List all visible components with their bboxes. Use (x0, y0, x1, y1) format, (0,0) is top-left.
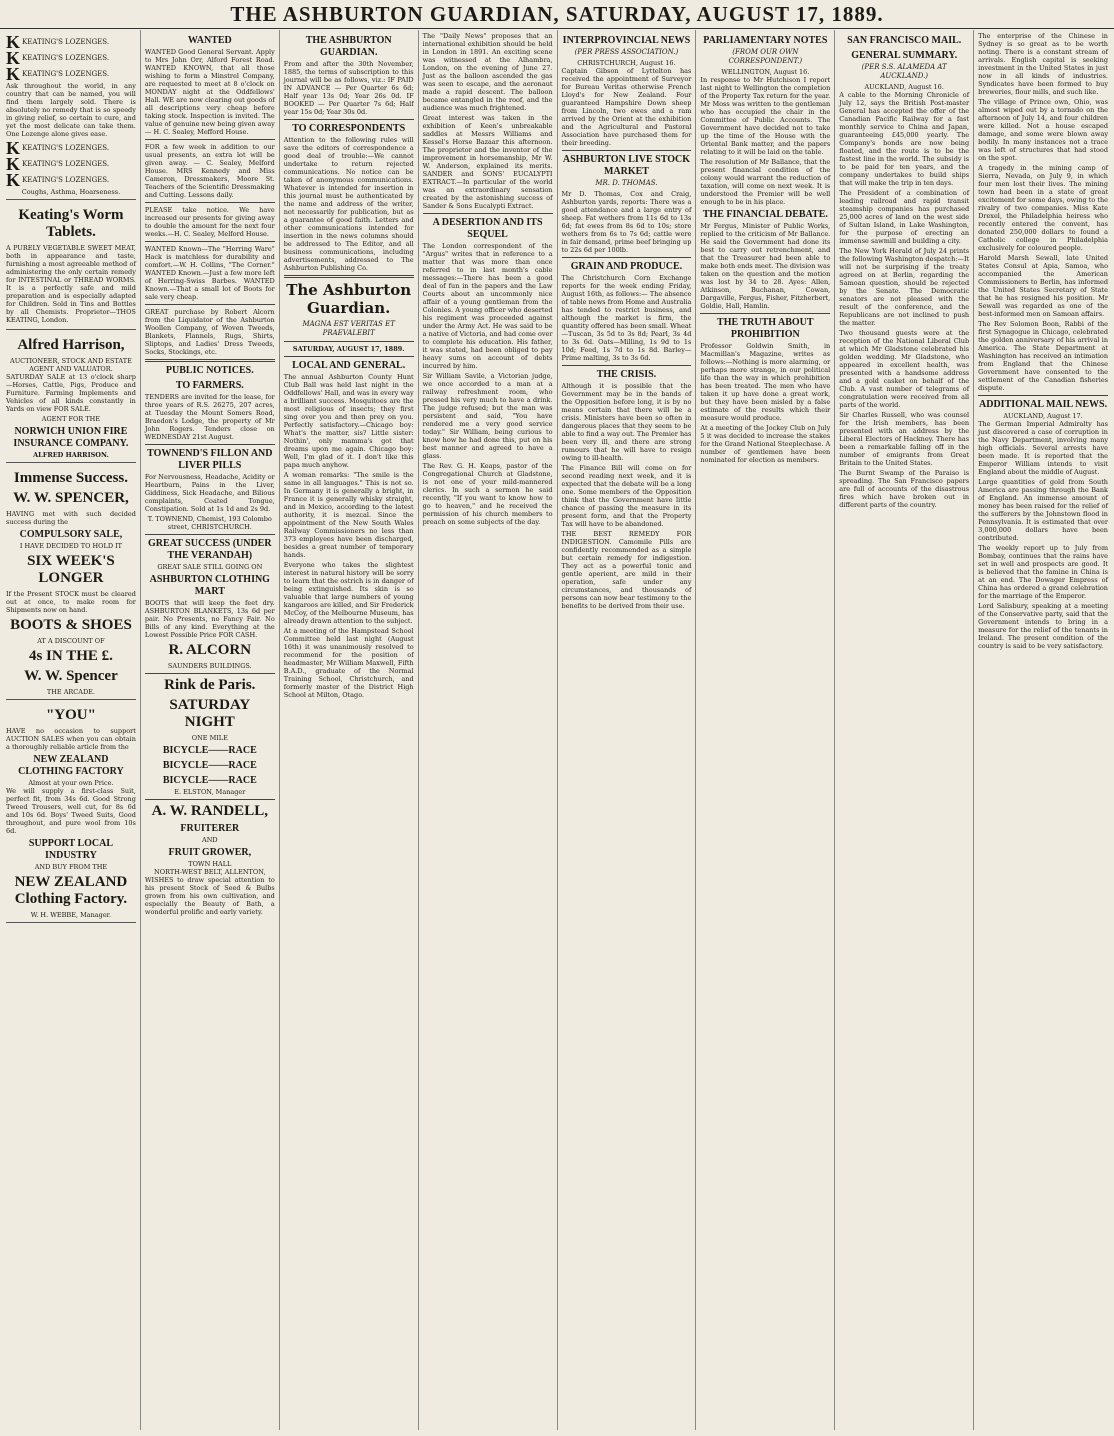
wanted-text-2: FOR a few week in addition to our usual presents, an extra lot will be given away. — C. Sealey, Melford House. MRS Kennedy and Miss Cameron, Dressmakers, Moore St. Teachers of the Scientific Dressmaking and Cutting. Lessons daily. (144, 143, 275, 199)
divider (284, 356, 414, 357)
motto: MAGNA EST VERITAS ET PRAEVALEBIT (302, 320, 395, 337)
divider (145, 673, 275, 674)
truth-text-2: At a meeting of the Jockey Club on July 5 it was decided to increase the stakes for the Grand National Steeplechase. A number of gentlemen have been nominated for election as members. (700, 424, 831, 464)
wanted-heading: WANTED (187, 35, 232, 46)
saunders-buildings: SAUNDERS BUILDINGS. (167, 662, 252, 670)
additional-text-2: Large quantities of gold from South America are passing through the Bank of England. An immense amount of money has been raised for the relief of the sufferers by the Johnstown flood in Pennsylvania. It is estimated that over 3,000,000 dollars have been contributed. (978, 478, 1108, 542)
general-summary-sub: (PER S.S. ALAMEDA AT AUCKLAND.) (861, 63, 947, 80)
one-mile: ONE MILE (191, 734, 228, 742)
townend-text: For Nervousness, Headache, Acidity or Heartburn, Pains in the Liver, Giddiness, Sick Headache, and Bilious complaints, Coated Tongue, Constipation. Sold at 1s 1d and 2s 9d. (144, 473, 275, 513)
divider (145, 241, 275, 242)
divider (284, 119, 414, 120)
financial-text: Mr Fergus, Minister of Public Works, replied to the criticism of Mr Ballance. He said the Government had done its best to carry out retrenchment, and that the Treasurer had been able to make both ends meet. The division was taken on the question and the motion was lost by 34 to 28. Ayes: Allen, Atkinson, Buchanan, Cowan, Dargaville, Fergus, Fisher, Fitzherbert, Goldie, Hall, Hamlin. (700, 222, 831, 310)
randell-text: WISHES to draw special attention to his present Stock of Seed & Bulbs grown from his own cultivation, and especially the Beauty of Bath, a wonderful prolific and early variety. (144, 876, 275, 916)
harrison-sub: AUCTIONEER, STOCK AND ESTATE AGENT AND VALUATOR. (10, 357, 132, 373)
harrison-ad (6, 332, 136, 463)
norwich-title: NORWICH UNION FIRE INSURANCE COMPANY. (13, 426, 129, 449)
keatings-line: K KEATING'S LOZENGES. (6, 48, 110, 68)
divider (284, 341, 414, 342)
randell-name: A. W. RANDELL, (151, 803, 268, 819)
boots-heading: BOOTS & SHOES (10, 617, 132, 633)
parliamentary-place: WELLINGTON, August 16. (721, 68, 810, 76)
mart-text: BOOTS that will keep the feet dry. ASHBURTON BLANKETS, 13s 6d per pair. No Presents, no Fancy Fair. No Bills of any kind. Everything at the Lowest Possible Price FOR CASH. (144, 599, 275, 639)
keatings-line: K KEATING'S LOZENGES. (6, 138, 110, 158)
top-text-4: Harold Marsh Sewall, late United States Consul at Apia, Samoa, who accompanied the American Commissioners to Berlin, has informed the United States Secretary of State that he has resigned his position. Mr Sewall was regarded as one of the best-informed men on Samoan affairs. (978, 254, 1108, 318)
four-shillings: 4s IN THE £. (28, 648, 113, 664)
spencer-name: W. W. SPENCER, (13, 490, 129, 506)
townend-heading: TOWNEND'S FILLON AND LIVER PILLS (147, 448, 273, 471)
and-buy-line: AND BUY FROM THE (34, 863, 108, 871)
divider (145, 534, 275, 535)
local-general-heading: LOCAL AND GENERAL. (292, 360, 406, 371)
immense-heading: Immense Success. (13, 470, 129, 486)
top-text-1: The enterprise of the Chinese in Sydney is so great as to be worth noting. There is a constant stream of arrivals. English capital is seeking investment in the United States in just now in all kinds of industries. Syndicates have been formed to buy breweries, flour mills, and such like. (978, 32, 1108, 96)
desertion-text-2: Sir William Savile, a Victorian judge, we once accorded to a man at a railway refreshment room, who pressed his very much to have a drink. The judge refused; but the man was persistent and said, "You have rendered me a very good service today." Sir William, being curious to know how he had done this, put on his best manner and agreed to have a glass. (422, 372, 553, 460)
subscription-text: From and after the 30th November, 1885, the terms of subscription to this journal will be as follows, viz.: IF PAID IN ADVANCE — Per Quarter 6s 6d; Half year 13s 0d; Year 26s 0d. IF BOOKED — Per Quarter 7s 6d; Half year 15s 0d; Year 30s 0d. (283, 60, 414, 116)
the-ag-heading: THE ASHBURTON GUARDIAN. (305, 35, 392, 58)
elston-manager: E. ELSTON, Manager (174, 788, 246, 796)
spencer-name-2: W. W. Spencer (24, 668, 118, 684)
clothing-factory-ad (6, 702, 136, 923)
desertion-text-3: The Rev. G. H. Keaps, pastor of the Congregational Church at Gladstone, is not one of your mild-mannered clerics. In such a sermon he said recently, "If you want to know how to go to heaven," and he received the permission of his church members to preach on some subjects of the day. (422, 462, 553, 526)
crisis-text-2: The Finance Bill will come on for second reading next week, and it is expected that the debate will be a long one. Some members of the Opposition think that the Government have little chance of passing the measure in its present form, and that the Property Tax will have to be abandoned. (561, 464, 692, 528)
arcade: THE ARCADE. (46, 688, 95, 696)
bicycle-race-2: BICYCLE——RACE (162, 760, 257, 771)
divider (145, 202, 275, 203)
divider (562, 365, 692, 366)
general-text-6: The Burnt Swamp of the Paraiso is spreading. The San Francisco papers are full of accounts of the disastrous fires which have broken out in different parts of the country. (839, 469, 970, 509)
alfred-name: ALFRED HARRISON. (33, 451, 109, 459)
divider (145, 799, 275, 800)
still-going: GREAT SALE STILL GOING ON (157, 563, 263, 571)
you-heading: "YOU" (45, 707, 96, 723)
crisis-heading: THE CRISIS. (596, 369, 657, 380)
bicycle-race-1: BICYCLE——RACE (162, 745, 257, 756)
grain-text: The Christchurch Corn Exchange reports for the week ending Friday, August 16th, as follows:— The absence of table news from Home and Australia has tended to restrict business, and although the market is firm, the quantity offered has been small. Wheat—Tuscan, 3s 5d to 3s 8d; Pearl, 3s 4d to 3s 6d. Oats—Milling, 1s 9d to 1s 10d; Feed, 1s 7d to 1s 8d. Barley—Prime malting, 3s to 3s 6d. (561, 274, 692, 362)
columns (2, 30, 1112, 1430)
public-notices-heading: PUBLIC NOTICES. (165, 365, 254, 376)
crisis-text: Although it is possible that the Government may be in the bands of the Opposition before long, it is by no means certain that there will be a crisis. Ministers have been so often in dangerous places that they seem to be able to find a way out. The Premier has been very ill, and there are strong rumours that he will have to resign owing to ill-health. (561, 382, 692, 462)
daily-news-text: The "Daily News" proposes that an international exhibition should be held in London in 1891. An exciting scene was witnessed at the Alhambra, London, on the evening of June 27. Just as the balloon ascended the gas was seen to escape, and the aeronaut made a rapid descent. The balloon became entangled in the roof, and the audience was much frightened. (422, 32, 553, 112)
keatings-line: K KEATING'S LOZENGES. (6, 64, 110, 84)
top-text-3: A tragedy in the mining camp of Sierra, Nevada, on July 9, in which four men lost their lives. The mining town had been in a state of great excitement for some days, owing to the rivalry of two companies. Miss Kate Drexel, the Philadelphia heiress who recently entered the convent, has donated 250,000 dollars to found a Catholic college in Philadelphia exclusively for coloured people. (978, 164, 1108, 252)
column-3 (280, 30, 419, 1430)
desertion-heading: A DESERTION AND ITS SEQUEL (432, 217, 543, 240)
general-text-3: The New York Herald of July 24 prints the following Washington despatch:—It will not be surprising if the treaty agreed on at Berlin, regarding the Samoan question, should be rejected by the Senate. The Democratic senators are not pleased with the result of the conference, and the Republicans are not inclined to push the matter. (839, 247, 970, 327)
divider (700, 313, 830, 314)
masthead: THE ASHBURTON GUARDIAN, SATURDAY, AUGUST 17, 1889. (0, 0, 1114, 29)
guardian-title: The Ashburton Guardian. (286, 281, 412, 317)
general-text-1: A cable to the Morning Chronicle of July 12, says the British Post-master General has accepted the offer of the Canadian Pacific Railway for a fast monthly service to China and Japan, guaranteeing £45,000 yearly. The Company's bonds are now being floated, and the route is to be the fastest line in the world. The subsidy is to be paid for ten years, and the company undertakes to build ships that will make the trip in ten days. (839, 91, 970, 187)
correspondents-heading: TO CORRESPONDENTS (292, 123, 406, 134)
additional-mail-place: AUCKLAND, August 17. (1003, 412, 1083, 420)
six-weeks-heading: SIX WEEK'S LONGER (27, 553, 115, 586)
column-7 (835, 30, 974, 1430)
local-text-1: The annual Ashburton County Hunt Club Ball was held last night in the Oddfellows' Hall, and was in every way a brilliant success. Mosquitoes are the most religious of insects; they first sing over you and then prey on you. Perfectly satisfactory.—Chicago boy: What's the matter, sis? Little sister: Nothin', only mamma's got that dreams upon me again. Chicago boy: Well, I'm glad of it. I don't like this papa much anyhow. (283, 373, 414, 469)
grain-heading: GRAIN AND PRODUCE. (570, 261, 683, 272)
fruiterer: FRUITERER (180, 823, 240, 834)
interprovincial-sub: (PER PRESS ASSOCIATION.) (574, 48, 679, 56)
saturday-night: SATURDAY NIGHT (169, 697, 251, 730)
general-text-5: Sir Charles Russell, who was counsel for the Irish members, has been presented with an address by the Liberal Electors of Hackney. There has been a remarkable falling off in the number of emigrants from Great Britain to the United States. (839, 411, 970, 467)
clothing-mart: ASHBURTON CLOTHING MART (149, 574, 270, 597)
top-text-5: The Rev Solomon Boon, Rabbi of the first Synagogue in Chicago, celebrated the golden anniversary of his arrival in America. The State Department at Washington has received an intimation from England that the Chinese Government have consented to the settlement of the Canadian fisheries dispute. (978, 320, 1108, 392)
spencer-ad (6, 465, 136, 700)
you-text: HAVE no occasion to support AUCTION SALES when you can obtain a thoroughly reliable article from the (6, 727, 136, 751)
divider (145, 139, 275, 140)
worm-ad (6, 202, 136, 330)
rink-title: Rink de Paris. (164, 677, 256, 693)
parliamentary-heading: PARLIAMENTARY NOTES (703, 35, 828, 46)
please-notice: PLEASE take notice. We have increased our presents for giving away to double the amount for the next four weeks.—H. C. Sealey, Melford House. (144, 206, 275, 238)
keatings-line: K KEATING'S LOZENGES. (6, 170, 110, 190)
correspondents-text: Attention to the following rules will save the editors of correspondence a good deal of trouble:—We cannot undertake to return rejected communications. No notice can be taken of anonymous communications. Whatever is intended for insertion in this journal must be authenticated by the name and address of the writer, not necessarily for publication, but as a guarantee of good faith. Letters and other communications intended for insertion in the news columns should be addressed to The Editor, and all business communications, including advertisements, addressed to The Ashburton Publishing Co. (283, 136, 414, 272)
almost-line: Almost at your own Price. (28, 779, 114, 787)
farmers-heading: TO FARMERS. (175, 380, 244, 391)
interprovincial-place: CHRISTCHURCH, August 16. (577, 59, 676, 67)
parliamentary-sub: (FROM OUR OWN CORRESPONDENT.) (728, 48, 803, 65)
local-text-2: A woman remarks: "The smile is the same in all languages." This is not so. In Germany it is generally a bright, in France it is generally whisky straight, and in Mexico, according to the latest authority, it is mezcal. Since the appointment of the New South Wales Railway Commissioners no less than 373 employees have been discharged, besides a great number of temporary hands. (283, 471, 414, 559)
divider (145, 359, 275, 362)
truth-text: Professor Goldwin Smith, in Macmillan's Magazine, writes as follows:—Nothing is more alarming, or perhaps more strange, in our political life than the way in which prohibition has been treated. The men who have taken it up have done a great work, but they have been misled by a false estimate of the results which their measure would produce. (700, 342, 831, 422)
additional-text-4: Lord Salisbury, speaking at a meeting of the Conservative party, said that the Government intends to bring in a measure for the relief of the tenants in Ireland. The present condition of the country is said to be very satisfactory. (978, 602, 1108, 650)
daily-news-text-2: Great interest was taken in the exhibition of Keen's unbreakable saddles at Messrs Williams and Kessel's Horse Bazaar this afternoon. The proprietor and the inventor of the improvement in horsemanship, Mr W. W. Anderson, explained its merits. SANDER and SONS' EUCALYPTI EXTRACT.—In particular of the world was an extraordinary sensation created by the astonishing success of Sander & Sons Eucalypti Extract. (422, 114, 553, 210)
divider (562, 150, 692, 151)
nz-clothing: NEW ZEALAND CLOTHING FACTORY (18, 754, 124, 777)
truth-heading: THE TRUTH ABOUT PROHIBITION (717, 317, 814, 340)
keatings-caption: Coughs, Asthma, Hoarseness. (21, 188, 121, 196)
townend-name: T. TOWNEND, Chemist, 193 Colombo street, CHRISTCHURCH. (147, 515, 272, 531)
keatings-ad (6, 32, 136, 200)
north-west: NORTH-WEST BELT, ALLENTON, (154, 868, 266, 876)
financial-debate-heading: THE FINANCIAL DEBATE. (702, 209, 828, 220)
column-2 (141, 30, 280, 1430)
keatings-line: K KEATING'S LOZENGES. (6, 32, 110, 52)
support-line: SUPPORT LOCAL INDUSTRY (28, 838, 114, 861)
and-line: AND (202, 836, 218, 844)
divider (423, 213, 553, 214)
alcorn-name: R. ALCORN (168, 642, 252, 658)
wanted-text: WANTED Good General Servant. Apply to Mrs John Orr, Alford Forest Road. WANTED KNOWN, that all those wishing to form a Minstrel Company, are requested to meet at 8 o'clock on MONDAY night at the Oddfellows' Hall. WE are now clearing out goods of all descriptions very cheap before taking stock. Inspection is invited. The value of genuine new being given away — H. C. Sealey, Mefford House. (144, 48, 275, 136)
additional-text-3: The weekly report up to July from Bombay, continues that the rains have set in well and prospects are good. It is believed that the famine in China is at an end. The Dowager Empress of China has ordered a grand celebration for the marriage of the Emperor. (978, 544, 1108, 600)
livestock-text: Mr D. Thomas, Cox and Craig, Ashburton yards, reports: There was a good attendance and a large entry of sheep. Fat wethers from 11s 6d to 13s 6d; fat ewes from 8s 6d to 10s; store wethers from 6s to 7s 6d; cattle were in fair demand, prime beef bringing up to 22s 6d per 100lb. (561, 190, 692, 254)
livestock-sub: MR. D. THOMAS. (595, 179, 658, 187)
norwich-agent: AGENT FOR THE (41, 415, 101, 423)
local-text-4: At a meeting of the Hampstead School Committee held last night (August 16th) it was unanimously resolved to recommend for the position of headmaster, Mr William Maxwell, Fifth B.A.D., graduate of the Normal Training School, Christchurch, and formerly master of the District High School at Milton, Otago. (283, 627, 414, 699)
compulsory-heading: COMPULSORY SALE, (19, 529, 123, 540)
issue-date: SATURDAY, AUGUST 17, 1889. (292, 345, 405, 353)
column-1 (2, 30, 141, 1430)
worm-title: Keating's Worm Tablets. (18, 207, 124, 240)
san-francisco-heading: SAN FRANCISCO MAIL. (847, 35, 962, 46)
wanted-text-3: WANTED Known—The "Herring Ware" Hack is matchless for durability and comfort.—W. H. Collins, "The Corner." WANTED Known.—Just a few more left of Herring-Swiss Barbes. WANTED Known.—That a small lot of Boots for sale very cheap. (144, 245, 275, 301)
divider (978, 395, 1108, 396)
worm-text: A PURELY VEGETABLE SWEET MEAT, both in appearance and taste, furnishing a most agreeable method of administering the only certain remedy for INTESTINAL or THREAD WORMS. It is a perfectly safe and mild preparation and is especially adapted for Children. Sold in Tins and Bottles by all Chemists. Proprietor—THOS KEATING, London. (6, 244, 136, 324)
six-weeks-text: If the Present STOCK must be cleared out at once, to make room for Shipments now on hand. (6, 590, 136, 614)
divider (145, 444, 275, 445)
top-text-2: The village of Prince own, Ohio, was almost wiped out by a tornado on the afternoon of July 14, and four children were killed. Not a house escaped damage, and some were blown away bodily. In many instances not a trace was left of structures that had stood on the spot. (978, 98, 1108, 162)
decided-line: I HAVE DECIDED TO HOLD IT (19, 542, 122, 550)
keatings-text: Ask throughout the world, in any country that can be named, you will find them largely sold. There is absolutely no remedy that is so speedy in giving relief, so certain to cure, and yet the most delicate can take them. One Lozenge alone gives ease. (6, 82, 136, 138)
parliamentary-text-2: The resolution of Mr Ballance, that the present financial condition of the colony would warrant the reduction of taxation, will come on next week. It is understood the Premier will be well enough to be in his place. (700, 158, 831, 206)
livestock-heading: ASHBURTON LIVE STOCK MARKET (562, 154, 690, 177)
interprovincial-heading: INTERPROVINCIAL NEWS (562, 35, 691, 46)
discount-line: AT A DISCOUNT OF (37, 637, 105, 645)
divider (284, 275, 414, 278)
nz-factory: NEW ZEALAND Clothing Factory. (14, 874, 128, 907)
desertion-text: The London correspondent of the "Argus" writes that in reference to a matter that was more than once referred to in last month's cable messages:—There has been a good deal of fun in the papers and the Law Courts about an uncommonly nice affair of a young gentleman from the Colonies. A young officer who deserted his regiment was proceeded against under the Army Act. He was said to be a native of Victoria, and had come over to complete his education. His father, it was stated, had been obliged to pay heavy sums on account of debts incurred by him. (422, 242, 553, 370)
parliamentary-text: In response to Mr Hutchison I report last night to Wellington the completion of the Property Tax return for the year. Mr Moss was written to the gentleman who has occupied the chair in the Committee of Public Accounts. The Government have decided not to take up the time of the House with the Oriental Bank matter, and the papers relating to it will be laid on the table. (700, 76, 831, 156)
harrison-title: Alfred Harrison, (17, 337, 125, 353)
farmers-text: TENDERS are invited for the lease, for three years of R.S. 26275, 207 acres, at Tuesday the Mount Somers Road, Braedon's Lodge, the property of Mr John Rogers. Tenders close on WEDNESDAY 21st August. (144, 393, 275, 441)
general-summary-heading: GENERAL SUMMARY. (851, 50, 958, 61)
great-success: GREAT SUCCESS (UNDER THE VERANDAH) (148, 538, 272, 561)
column-5 (558, 30, 697, 1430)
bicycle-race-3: BICYCLE——RACE (162, 775, 257, 786)
local-text-3: Everyone who takes the slightest interest in natural history will be sorry to learn that the ostrich is in danger of being extinguished. Its skin is so valuable that large numbers of young kangaroos are killed, and Sir Frederick McCoy, of the Melbourne Museum, has already drawn attention to the subject. (283, 561, 414, 625)
column-4 (419, 30, 558, 1430)
keatings-line: K KEATING'S LOZENGES. (6, 154, 110, 174)
crisis-text-3: THE BEST REMEDY FOR INDIGESTION. Camomile Pills are confidently recommended as a simple but certain remedy for indigestion. They act as a powerful tonic and gentle aperient, are mild in their operation, safe under any circumstances, and thousands of persons can now bear testimony to the benefits to be derived from their use. (561, 530, 692, 610)
harrison-text: SATURDAY SALE at 13 o'clock sharp —Horses, Cattle, Pigs, Produce and Furniture. Farming Implements and Vehicles of all kinds constantly in Yards on view FOR SALE. (6, 373, 136, 413)
column-8 (974, 30, 1112, 1430)
webb-manager: W. H. WEBBE, Manager. (30, 911, 112, 919)
general-text-2: The President of a combination of leading railroad and rapid transit steamship companies has purchased 25,000 acres of land on the west side of Sultan Island, in Lake Washington, for the purpose of erecting an immense sawmill and building a city. (839, 189, 970, 245)
spencer-text: HAVING met with such decided success during the (6, 510, 136, 526)
great-purchase: GREAT purchase by Robert Alcorn from the Liquidator of the Ashburton Woollen Company, of Woven Tweeds, Blankets, Flannels, Rugs, Shirts, Sliptops, and Ladies' Dress Tweeds, Socks, Stockings, etc. (144, 308, 275, 356)
town-hall: TOWN HALL (188, 860, 232, 868)
divider (145, 304, 275, 305)
column-6 (696, 30, 835, 1430)
interprovincial-text: Captain Gibson of Lyttelton has received the appointment of Surveyor for Bureau Veritas otherwise French Lloyd's for New Zealand. Four guaranteed Hampshire Down sheep from Lincoln, two ewes and a ram arrived by the Orient at the exhibition and the Agricultural and Pastoral Association have purchased them for their breeding. (561, 67, 692, 147)
general-text-4: Two thousand guests were at the reception of the National Liberal Club at which Mr Gladstone celebrated his golden wedding. Mr Gladstone, who appeared in excellent health, was presented with a handsome address and a gold casket on behalf of the Club. A vast number of telegrams of congratulation were received from all parts of the world. (839, 329, 970, 409)
additional-text-1: The German Imperial Admiralty has just discovered a case of corruption in the Navy Department, involving many high officials. Several arrests have been made. It is reported that the Emperor William intends to visit England about the middle of August. (978, 420, 1108, 476)
divider (562, 257, 692, 258)
suits-text: We will supply a first-class Suit, perfect fit, from 34s 6d. Good Strong Tweed Trousers, well cut, for 8s 6d and 10s 6d. Boys' Tweed Suits, Good throughout, and pure wool from 10s 6d. (6, 787, 136, 835)
additional-mail-heading: ADDITIONAL MAIL NEWS. (979, 399, 1108, 410)
general-summary-place: AUCKLAND, August 16. (864, 83, 944, 91)
fruit-grower: FRUIT GROWER, (168, 847, 252, 858)
